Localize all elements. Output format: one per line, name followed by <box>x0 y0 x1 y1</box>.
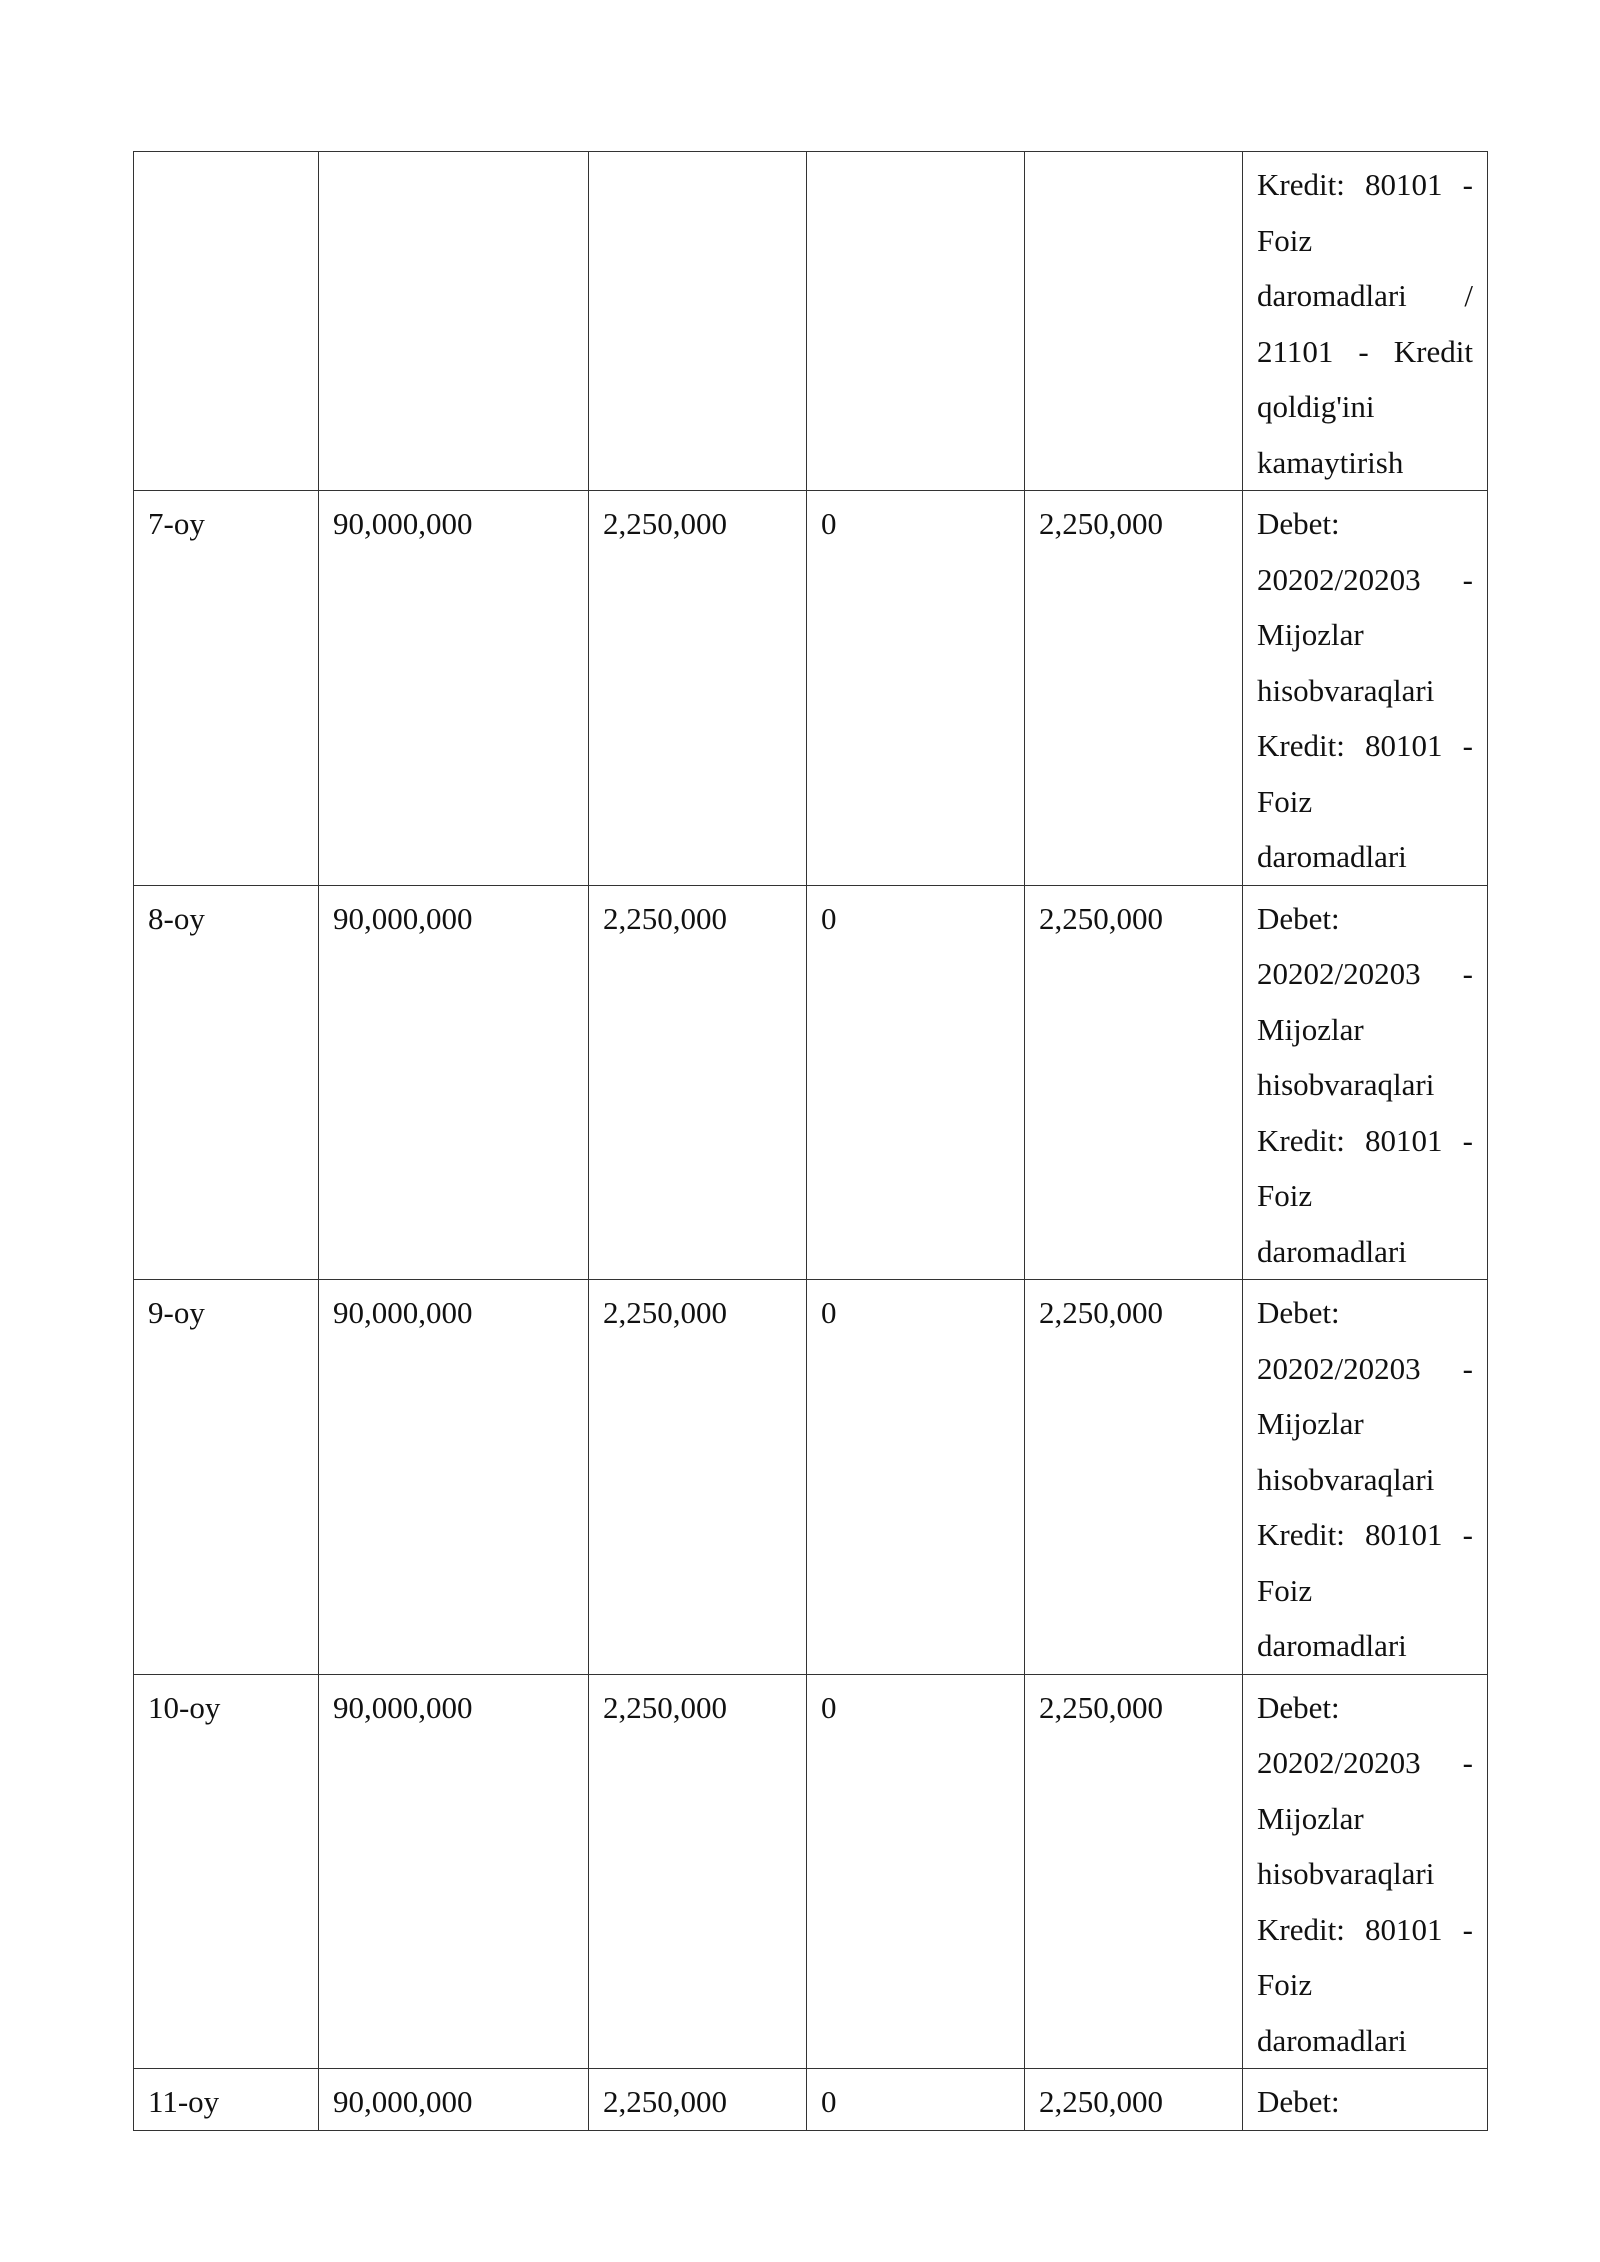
table-row <box>134 491 1488 886</box>
entry-line: hisobvaraqlari <box>1257 1067 1435 1102</box>
entry-line: hisobvaraqlari <box>1257 1856 1435 1891</box>
entry-line: 20202/20203 - <box>1257 561 1473 597</box>
month-cell: 9-oy <box>134 1280 319 1675</box>
balance-cell: 90,000,000 <box>319 885 589 1280</box>
accounting-entry-cell <box>1243 152 1488 491</box>
entry-line: Kredit: 80101 - <box>1257 1517 1473 1552</box>
entry-line: kamaytirish <box>1257 444 1404 480</box>
entry-line: hisobvaraqlari <box>1257 1461 1435 1497</box>
entry-line: qoldig'ini <box>1257 389 1375 424</box>
entry-line: Kredit: 80101 - <box>1257 728 1473 763</box>
table-row <box>134 152 1488 491</box>
interest-cell <box>589 152 807 491</box>
payment-cell <box>1025 152 1243 491</box>
payment-cell: 2,250,000 <box>1025 1280 1243 1675</box>
principal-cell <box>807 152 1025 491</box>
table-row <box>134 885 1488 1280</box>
entry-line: daromadlari <box>1257 2022 1407 2058</box>
payment-cell: 2,250,000 <box>1025 2069 1243 2131</box>
month-cell: 7-oy <box>134 491 319 886</box>
accounting-entry-cell <box>1243 1674 1488 2069</box>
entry-line: Debet: <box>1257 2084 1340 2119</box>
balance-cell: 90,000,000 <box>319 1280 589 1675</box>
entry-line: Kredit: 80101 - <box>1257 1911 1473 1947</box>
entry-line: daromadlari <box>1257 1233 1407 1269</box>
principal-cell: 0 <box>807 1674 1025 2069</box>
interest-cell: 2,250,000 <box>589 1280 807 1675</box>
entry-line: Foiz <box>1257 222 1313 258</box>
balance-cell: 90,000,000 <box>319 1674 589 2069</box>
interest-cell: 2,250,000 <box>589 885 807 1280</box>
entry-line: Debet: <box>1257 506 1340 541</box>
principal-cell: 0 <box>807 885 1025 1280</box>
balance-cell: 90,000,000 <box>319 2069 589 2131</box>
entry-line: daromadlari <box>1257 839 1407 874</box>
table-row <box>134 2069 1488 2131</box>
entry-line: daromadlari <box>1257 1628 1407 1663</box>
balance-cell: 90,000,000 <box>319 491 589 886</box>
entry-line: Debet: <box>1257 900 1340 936</box>
entry-line: Debet: <box>1257 1689 1340 1725</box>
entry-line: Foiz <box>1257 1572 1313 1608</box>
accounting-entry-cell <box>1243 1280 1488 1675</box>
accounting-entry-cell <box>1243 2069 1488 2131</box>
entry-line: 20202/20203 - <box>1257 1745 1473 1780</box>
entry-line: Foiz <box>1257 1178 1313 1213</box>
table-row <box>134 1674 1488 2069</box>
month-cell <box>134 152 319 491</box>
interest-cell: 2,250,000 <box>589 1674 807 2069</box>
entry-line: Mijozlar <box>1257 617 1364 652</box>
month-cell: 11-oy <box>134 2069 319 2131</box>
principal-cell: 0 <box>807 2069 1025 2131</box>
accounting-entry-cell <box>1243 885 1488 1280</box>
accounting-entry-cell <box>1243 491 1488 886</box>
payment-cell: 2,250,000 <box>1025 885 1243 1280</box>
entry-line: 20202/20203 - <box>1257 956 1473 991</box>
principal-cell: 0 <box>807 1280 1025 1675</box>
entry-line: 21101 - Kredit <box>1257 333 1473 369</box>
entry-line: Kredit: 80101 - <box>1257 167 1473 202</box>
entry-line: Debet: <box>1257 1295 1340 1330</box>
month-cell: 8-oy <box>134 885 319 1280</box>
payment-cell: 2,250,000 <box>1025 1674 1243 2069</box>
entry-line: 20202/20203 - <box>1257 1350 1473 1386</box>
entry-line: Foiz <box>1257 783 1313 819</box>
principal-cell: 0 <box>807 491 1025 886</box>
entry-line: hisobvaraqlari <box>1257 672 1435 708</box>
entry-line: Foiz <box>1257 1967 1313 2002</box>
month-cell: 10-oy <box>134 1674 319 2069</box>
payment-cell: 2,250,000 <box>1025 491 1243 886</box>
entry-line: Mijozlar <box>1257 1406 1364 1441</box>
interest-cell: 2,250,000 <box>589 491 807 886</box>
entry-line: Mijozlar <box>1257 1011 1364 1047</box>
entry-line: Mijozlar <box>1257 1800 1364 1836</box>
table-row <box>134 1280 1488 1675</box>
balance-cell <box>319 152 589 491</box>
interest-cell: 2,250,000 <box>589 2069 807 2131</box>
loan-schedule-table <box>133 151 1488 2131</box>
entry-line: Kredit: 80101 - <box>1257 1122 1473 1158</box>
entry-line: daromadlari / <box>1257 278 1473 313</box>
